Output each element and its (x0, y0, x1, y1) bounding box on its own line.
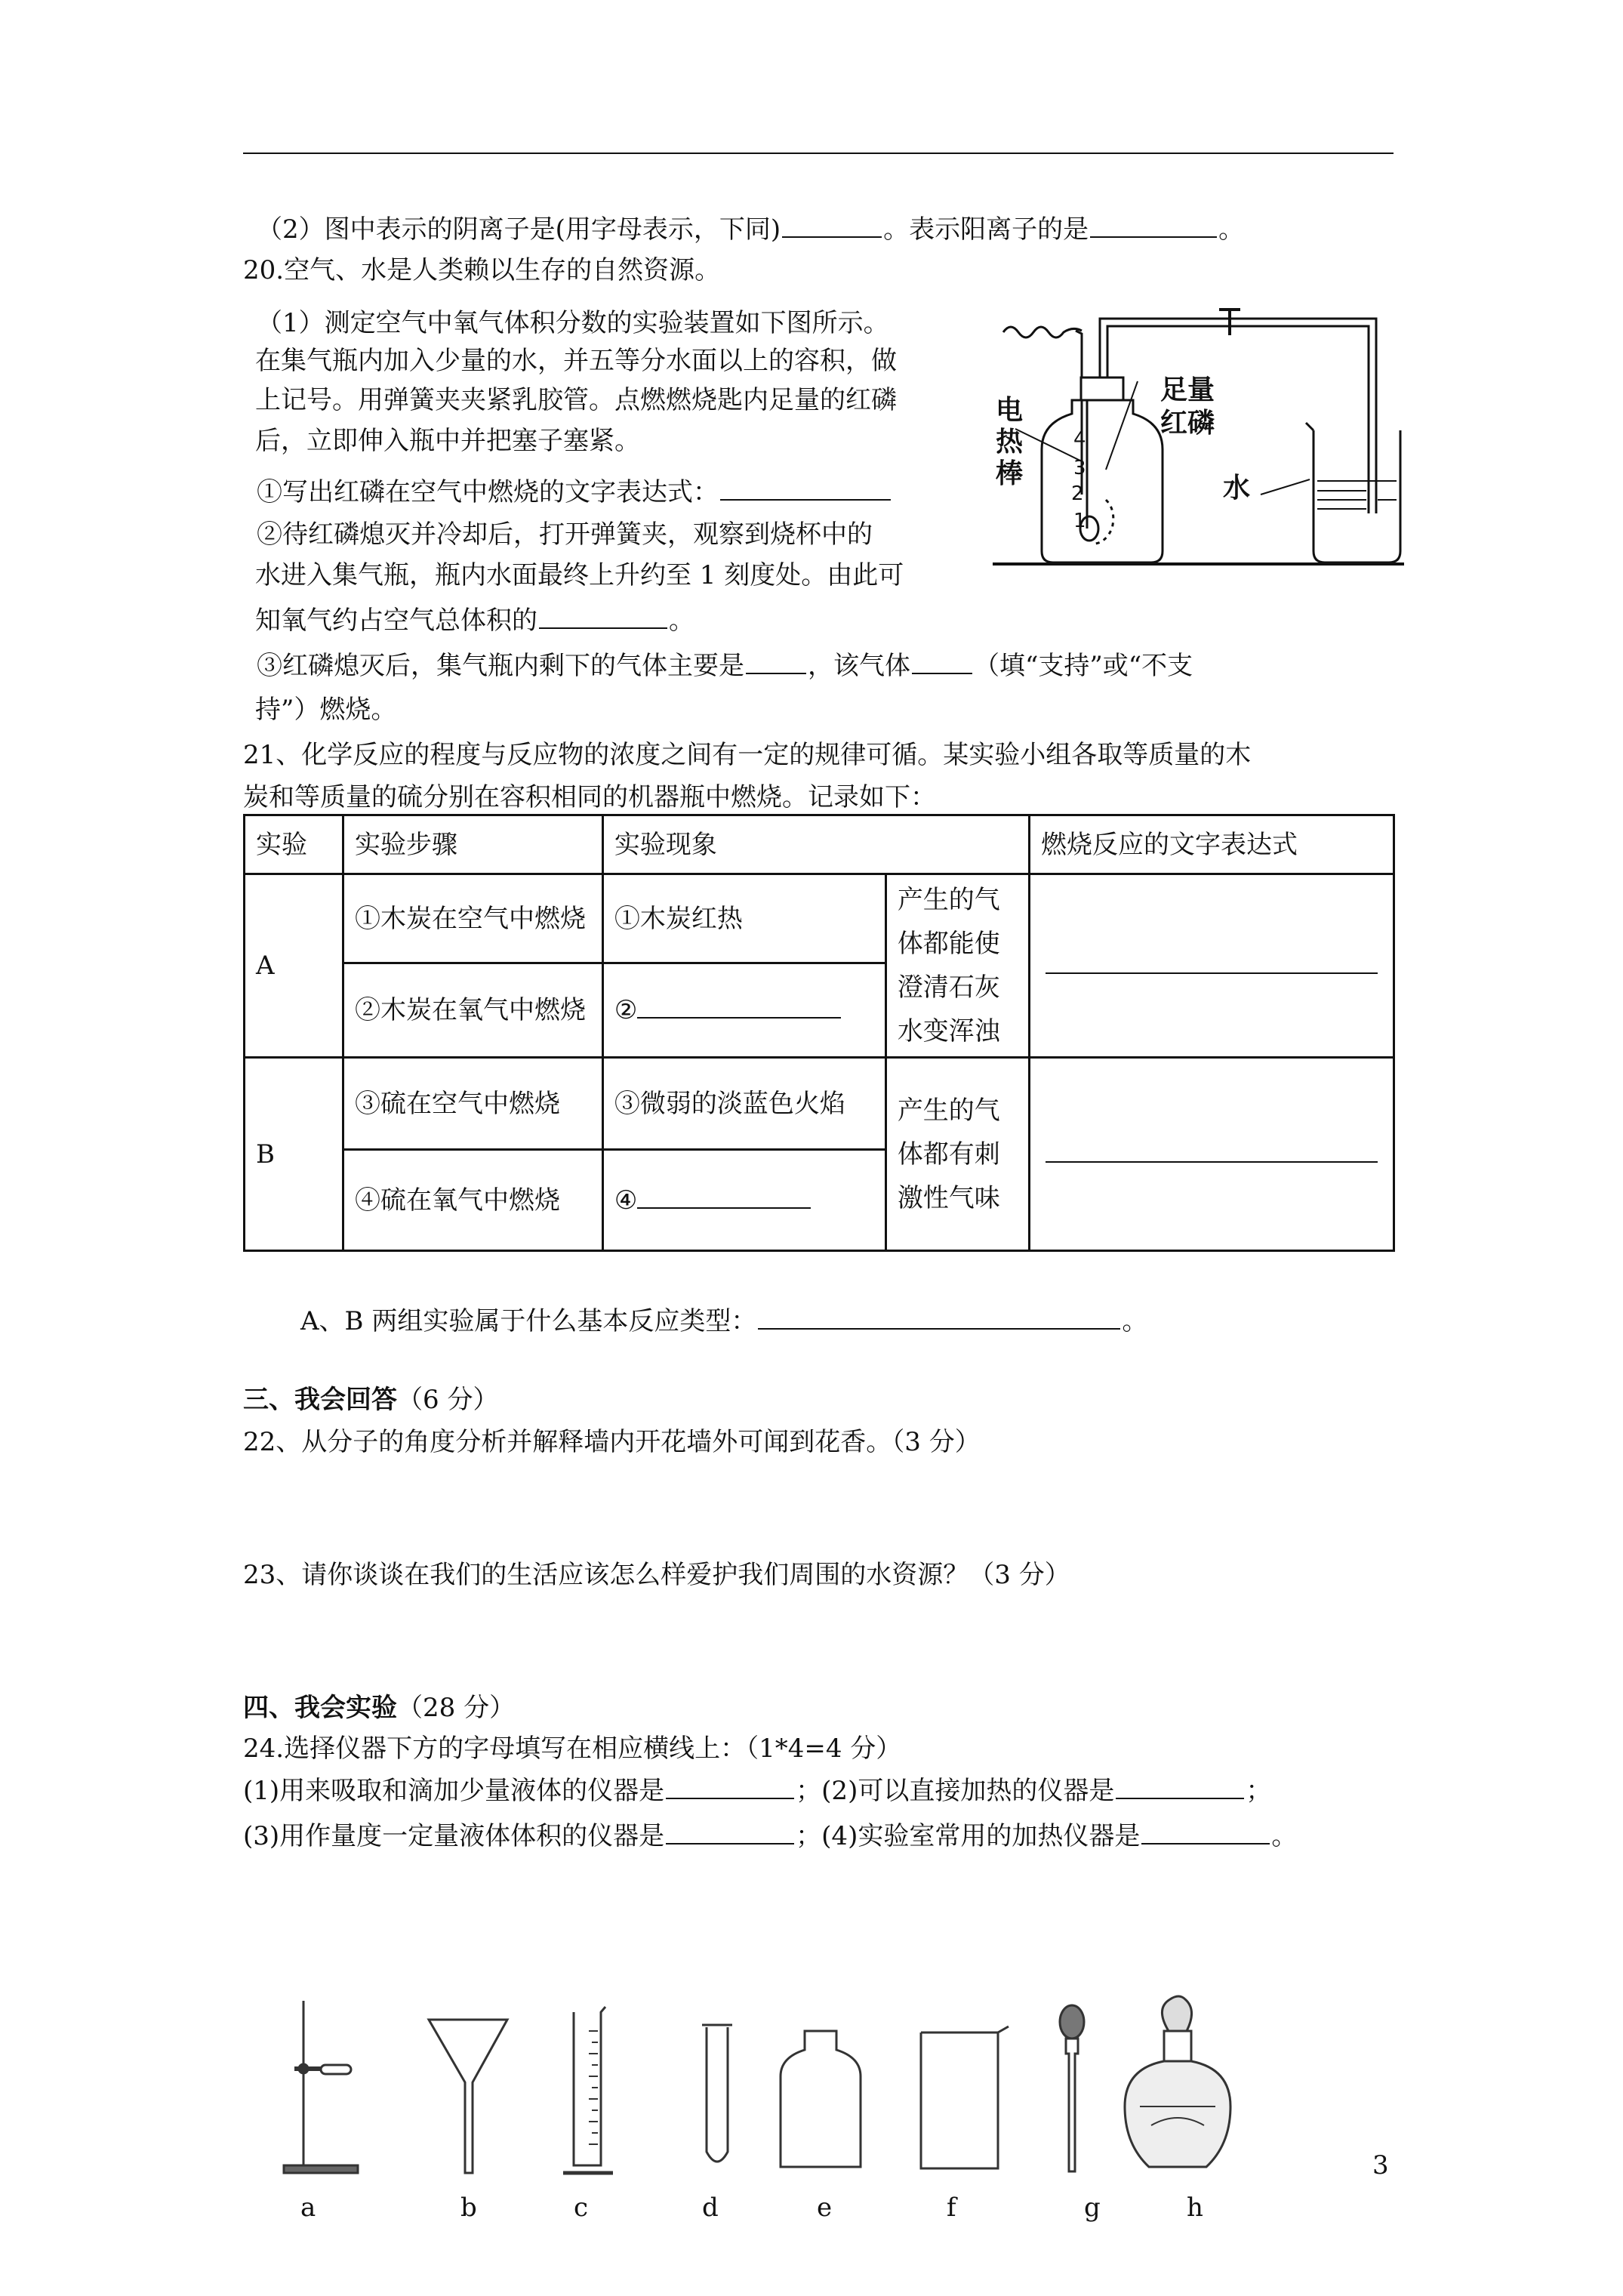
page-number: 3 (1372, 2150, 1389, 2180)
label-a: a (300, 2193, 316, 2223)
heating-wire-coil (1003, 327, 1082, 337)
mark-3: 3 (1073, 457, 1086, 479)
beaker-icon (921, 2026, 1009, 2168)
q19-text-a: （2）图中表示的阴离子是(用字母表示，下同) (257, 214, 781, 245)
q24-row1: (1)用来吸取和滴加少量液体的仪器是 ；(2)可以直接加热的仪器是 ； (243, 1770, 1271, 1807)
q24-title: 24.选择仪器下方的字母填写在相应横线上：（1*4=4 分） (243, 1734, 902, 1764)
gas-bottle (1042, 400, 1163, 562)
q20-s3-line2: 持”）燃烧。 (255, 695, 397, 725)
a1-phenomenon: ①木炭红热 (602, 874, 885, 963)
q20-s3-gas-blank[interactable] (746, 649, 806, 674)
q20-s1-blank[interactable] (720, 475, 891, 501)
group-b: B (245, 1058, 343, 1251)
q20-s3-line1: ③红磷熄灭后，集气瓶内剩下的气体主要是 ，该气体 （填“支持”或“不支 (257, 645, 1193, 682)
header-step: 实验步骤 (343, 815, 603, 874)
q20-s2-line3: 知氧气约占空气总体积的 。 (255, 599, 694, 636)
measuring-cylinder-icon (563, 2007, 613, 2173)
a2-phenomenon-blank[interactable] (637, 1017, 841, 1019)
b2-phenomenon-blank[interactable] (637, 1207, 811, 1209)
phosphorus-label: 足量红磷 (1160, 374, 1215, 439)
dropper-icon (1060, 2005, 1084, 2171)
heating-rod-label: 电热棒 (996, 395, 1024, 489)
a-expression-blank[interactable] (1046, 972, 1378, 974)
q19-part2: （2）图中表示的阴离子是(用字母表示，下同) 。表示阳离子的是 。 (257, 208, 1244, 245)
q20-title: 20.空气、水是人类赖以生存的自然资源。 (243, 255, 721, 285)
b1-step: ③硫在空气中燃烧 (343, 1058, 603, 1150)
test-tube-icon (702, 2025, 732, 2162)
a1-step: ①木炭在空气中燃烧 (343, 874, 603, 963)
header-rule (243, 153, 1394, 154)
a-expression-cell (1029, 874, 1394, 1058)
a-common-phenomenon: 产生的气体都能使澄清石灰水变浑浊 (885, 874, 1029, 1058)
experiment-table (243, 814, 1395, 1252)
header-expression: 燃烧反应的文字表达式 (1029, 815, 1394, 874)
group-a: A (245, 874, 343, 1058)
a2-step: ②木炭在氧气中燃烧 (343, 963, 603, 1058)
q24-row2: (3)用作量度一定量液体体积的仪器是 ；(4)实验室常用的加热仪器是 。 (243, 1815, 1297, 1852)
q23: 23、请你谈谈在我们的生活应该怎么样爱护我们周围的水资源？（3 分） (243, 1560, 1070, 1590)
q20-p1-line1: （1）测定空气中氧气体积分数的实验装置如下图所示。 (257, 308, 889, 338)
reaction-type-blank[interactable] (758, 1304, 1120, 1330)
spring-clamp-icon (1219, 308, 1240, 335)
mark-4: 4 (1073, 428, 1086, 451)
b2-step: ④硫在氧气中燃烧 (343, 1150, 603, 1251)
q19-anion-blank[interactable] (782, 212, 882, 238)
q20-s2-line1: ②待红磷熄灭并冷却后，打开弹簧夹，观察到烧杯中的 (257, 519, 873, 550)
q21-line1: 21、化学反应的程度与反应物的浓度之间有一定的规律可循。某实验小组各取等质量的木 (243, 740, 1252, 770)
label-b: b (460, 2193, 477, 2223)
b-expression-blank[interactable] (1046, 1161, 1378, 1163)
label-c: c (574, 2193, 589, 2223)
q21-reaction-type: A、B 两组实验属于什么基本反应类型： 。 (300, 1300, 1147, 1337)
section4-title: 四、我会实验（28 分） (243, 1693, 516, 1723)
q20-s3-support-blank[interactable] (912, 649, 972, 674)
q20-p1-line2: 在集气瓶内加入少量的水，并五等分水面以上的容积，做 (255, 346, 897, 376)
mark-2: 2 (1071, 482, 1084, 505)
section3-title: 三、我会回答（6 分） (243, 1385, 499, 1415)
q24-2-blank[interactable] (1116, 1774, 1244, 1799)
q22: 22、从分子的角度分析并解释墙内开花墙外可闻到花香。（3 分） (243, 1427, 981, 1457)
oxygen-apparatus-figure (993, 302, 1404, 570)
q24-1-blank[interactable] (666, 1774, 794, 1799)
b1-phenomenon: ③微弱的淡蓝色火焰 (602, 1058, 885, 1150)
q24-3-blank[interactable] (666, 1819, 794, 1845)
q20-s1: ①写出红磷在空气中燃烧的文字表达式： (257, 471, 892, 508)
q19-cation-blank[interactable] (1090, 212, 1217, 238)
label-g: g (1084, 2193, 1101, 2223)
a2-phenomenon-cell: ② (602, 963, 885, 1058)
q24-4-blank[interactable] (1141, 1819, 1270, 1845)
iron-stand-icon (284, 2001, 358, 2173)
mark-1: 1 (1073, 510, 1086, 532)
q20-s2-blank[interactable] (539, 603, 667, 629)
label-d: d (702, 2193, 719, 2223)
q20-s2-line2: 水进入集气瓶，瓶内水面最终上升约至 1 刻度处。由此可 (255, 560, 904, 590)
q21-line2: 炭和等质量的硫分别在容积相同的机器瓶中燃烧。记录如下： (243, 782, 936, 812)
b2-phenomenon-cell: ④ (602, 1150, 885, 1251)
header-phenomenon: 实验现象 (602, 815, 1029, 874)
water-label: 水 (1223, 473, 1251, 504)
funnel-icon (429, 2020, 507, 2173)
b-common-phenomenon: 产生的气体都有刺激性气味 (885, 1058, 1029, 1251)
q19-text-b: 。表示阳离子的是 (883, 214, 1089, 245)
label-e: e (817, 2193, 833, 2223)
label-f: f (947, 2193, 956, 2223)
q20-p1-line4: 后，立即伸入瓶中并把塞子塞紧。 (255, 426, 640, 456)
alcohol-lamp-icon (1125, 1996, 1230, 2167)
b-expression-cell (1029, 1058, 1394, 1251)
header-experiment: 实验 (245, 815, 343, 874)
label-h: h (1187, 2193, 1203, 2223)
q20-p1-line3: 上记号。用弹簧夹夹紧乳胶管。点燃燃烧匙内足量的红磷 (255, 385, 897, 415)
reagent-bottle-icon (781, 2031, 861, 2167)
instruments-figure (264, 1993, 1291, 2190)
